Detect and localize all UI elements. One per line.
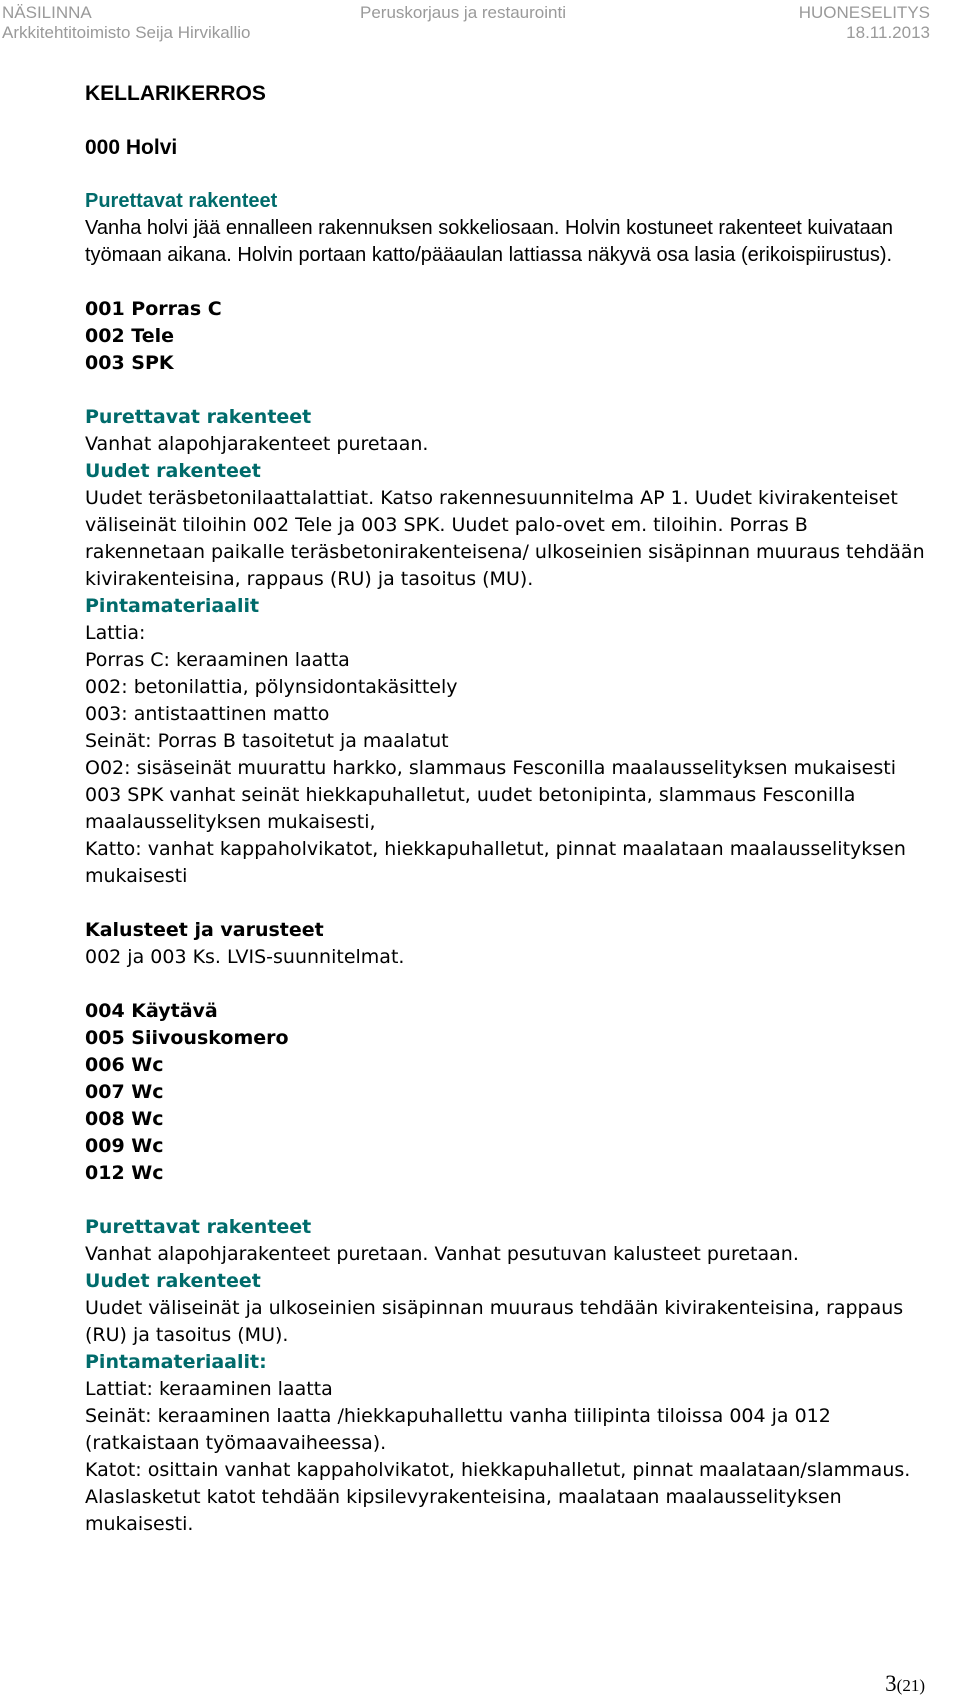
surface-line: Lattia:: [85, 622, 146, 644]
header-subject: Peruskorjaus ja restaurointi: [360, 3, 566, 22]
room-title-003: 003 SPK: [85, 352, 174, 374]
section-text-demolition-3: Vanhat alapohjarakenteet puretaan. Vanhat pesutuvan kalusteet puretaan.: [85, 1243, 799, 1265]
document-body: [85, 80, 925, 1538]
room-title-001: 001 Porras C: [85, 298, 222, 320]
surface-line-2: Katot: osittain vanhat kappaholvikatot, hiekkapuhalletut, pinnat maalataan/slammaus. Alaslasketut katot tehdään kipsilevyrakenteisina, maalataan maalausselityksen mukaisesti.: [85, 1459, 911, 1535]
section-text-demolition-2: Vanhat alapohjarakenteet puretaan.: [85, 433, 429, 455]
surface-line: 003 SPK vanhat seinät hiekkapuhalletut, uudet betonipinta, slammaus Fesconilla maalausselityksen mukaisesti,: [85, 784, 856, 833]
page-number: [885, 1671, 925, 1697]
section-heading-new-structures: Uudet rakenteet: [85, 460, 261, 482]
room-title-008: 008 Wc: [85, 1108, 164, 1130]
section-heading-demolition: Purettavat rakenteet: [85, 190, 278, 212]
header-office: Arkkitehtitoimisto Seija Hirvikallio: [2, 23, 251, 42]
surface-line: Katto: vanhat kappaholvikatot, hiekkapuhalletut, pinnat maalataan maalausselityksen mukaisesti: [85, 838, 906, 887]
section-text-furniture: 002 ja 003 Ks. LVIS-suunnitelmat.: [85, 946, 405, 968]
page-current: 3: [885, 1671, 897, 1696]
section-heading-surface-materials: Pintamateriaalit: [85, 595, 260, 617]
section-text-new-structures-2: Uudet väliseinät ja ulkoseinien sisäpinnan muuraus tehdään kivirakenteisina, rappaus (RU) ja tasoitus (MU).: [85, 1297, 904, 1346]
section-heading-surface-materials-2: Pintamateriaalit:: [85, 1351, 267, 1373]
surface-line-2: Seinät: keraaminen laatta /hiekkapuhallettu vanha tiilipinta tiloissa 004 ja 012 (ratkaistaan työmaavaiheessa).: [85, 1405, 831, 1454]
surface-line: O02: sisäseinät muurattu harkko, slammaus Fesconilla maalausselityksen mukaisesti: [85, 757, 896, 779]
section-heading-demolition-3: Purettavat rakenteet: [85, 1216, 312, 1238]
floor-title: KELLARIKERROS: [85, 82, 266, 105]
room-title-007: 007 Wc: [85, 1081, 164, 1103]
room-title-004: 004 Käytävä: [85, 1000, 218, 1022]
header-date: 18.11.2013: [846, 23, 930, 42]
section-heading-new-structures-2: Uudet rakenteet: [85, 1270, 261, 1292]
surface-line-2: Lattiat: keraaminen laatta: [85, 1378, 333, 1400]
room-title-009: 009 Wc: [85, 1135, 164, 1157]
header-doc-type: HUONESELITYS: [798, 3, 930, 22]
room-title-006: 006 Wc: [85, 1054, 164, 1076]
section-text-new-structures: Uudet teräsbetonilaattalattiat. Katso rakennesuunnitelma AP 1. Uudet kivirakenteiset väliseinät tiloihin 002 Tele ja 003 SPK. Uudet palo-ovet em. tiloihin. Porras B rakennetaan paikalle teräsbetonirakenteisena/ ulkoseinien sisäpinnan muuraus tehdään kivirakenteisina, rappaus (RU) ja tasoitus (MU).: [85, 487, 925, 590]
surface-line: 002: betonilattia, pölynsidontakäsittely: [85, 676, 458, 698]
surface-line: Seinät: Porras B tasoitetut ja maalatut: [85, 730, 449, 752]
surface-line: Porras C: keraaminen laatta: [85, 649, 350, 671]
section-heading-demolition-2: Purettavat rakenteet: [85, 406, 312, 428]
section-heading-furniture: Kalusteet ja varusteet: [85, 919, 324, 941]
section-text-demolition: Vanha holvi jää ennalleen rakennuksen sokkeliosaan. Holvin kostuneet rakenteet kuivataan työmaan aikana. Holvin portaan katto/pääaulan lattiassa näkyvä osa lasia (erikoispiirustus).: [85, 217, 893, 266]
room-title-012: 012 Wc: [85, 1162, 164, 1184]
page-header: [0, 0, 960, 46]
room-title-005: 005 Siivouskomero: [85, 1027, 289, 1049]
surface-line: 003: antistaattinen matto: [85, 703, 330, 725]
page-total: (21): [896, 1676, 925, 1695]
room-title-000: 000 Holvi: [85, 136, 178, 159]
room-title-002: 002 Tele: [85, 325, 174, 347]
header-project: NÄSILINNA: [2, 3, 92, 22]
